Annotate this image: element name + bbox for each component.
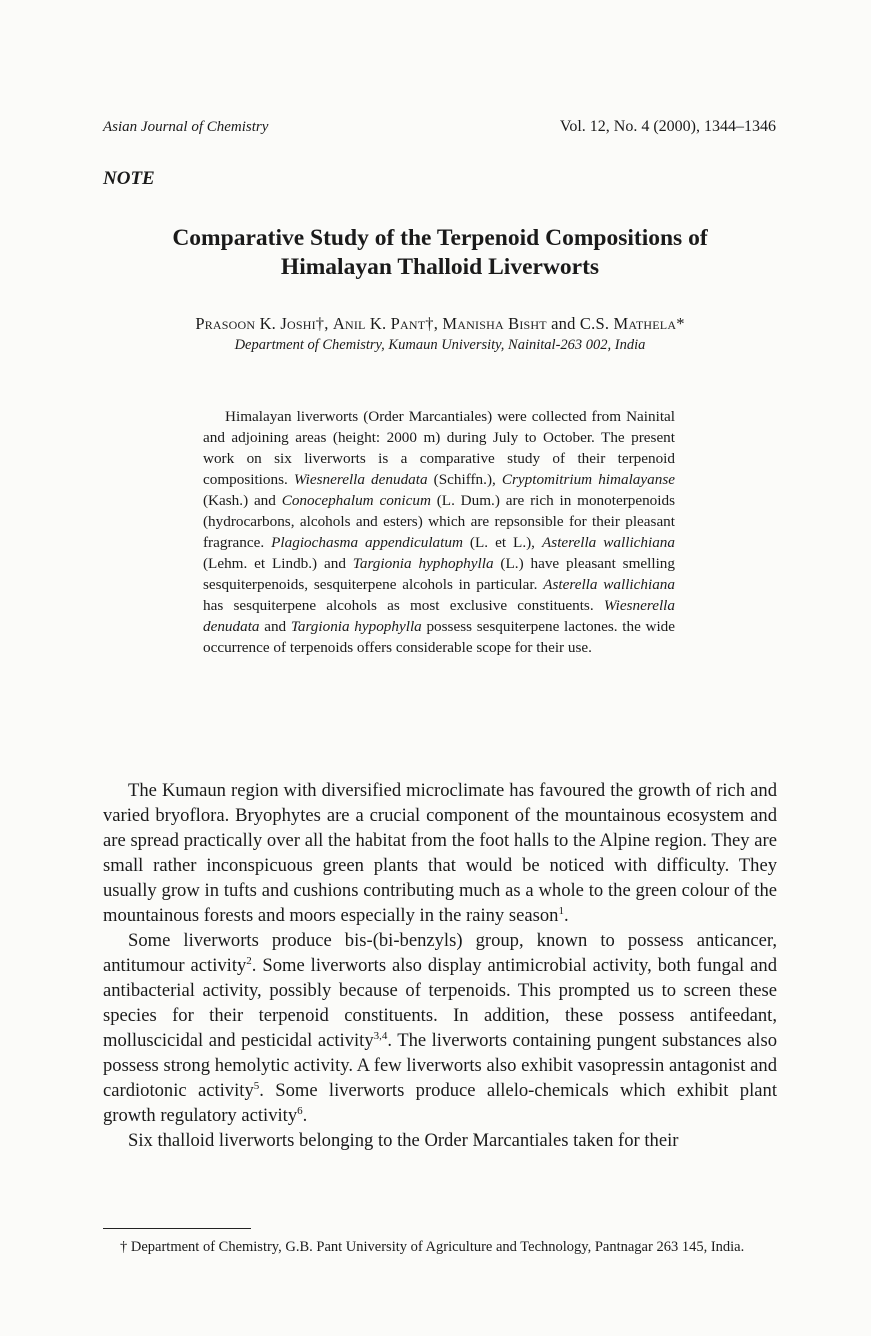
species-name: Asterella wallichiana xyxy=(542,534,675,551)
author-2: Anil K. Pant†, xyxy=(332,314,439,333)
citation-ref: 1 xyxy=(558,904,564,917)
species-name: Asterella wallichiana xyxy=(543,576,675,593)
author-list xyxy=(60,314,820,334)
author-conjunction: and xyxy=(551,314,576,333)
abstract xyxy=(203,406,675,658)
footnote-divider xyxy=(103,1228,251,1229)
title-line-2: Himalayan Thalloid Liverworts xyxy=(280,254,600,280)
species-name: Plagiochasma appendiculatum xyxy=(271,534,463,551)
author-4: C.S. Mathela* xyxy=(579,314,685,333)
body-paragraph-2: Some liverworts produce bis-(bi-benzyls) group, known to possess anticancer, antitumour activity$^2$. Some liverworts also display antimicrobial activity, both fungal and antibacterial activity, possibly because of terpenoids. This prompted us to screen these species for their terpenoid constituents. In addition, these possess antifeedant, molluscicidal and pesticidal activity$^{3,4}$. The liverworts containing pungent substances also possess strong hemolytic activity. A few liverworts also exhibit vasopressin antagonist and cardiotonic activity$^5$. Some liverworts produce allelo-chemicals which exhibit plant growth regulatory activity$^6$. xyxy=(103,930,778,1126)
title-line-1: Comparative Study of the Terpenoid Compositions of xyxy=(172,225,708,251)
author-1: Prasoon K. Joshi†, xyxy=(195,314,329,333)
author-3: Manisha Bisht xyxy=(442,314,547,333)
footnote xyxy=(103,1238,777,1257)
citation-ref: 6 xyxy=(297,1104,303,1117)
citation-ref: 3,4 xyxy=(373,1029,388,1042)
body-text xyxy=(103,778,777,1153)
species-name: Conocephalum conicum xyxy=(281,492,431,509)
citation-ref: 2 xyxy=(246,954,252,967)
volume-info: Vol. 12, No. 4 (2000), 1344–1346 xyxy=(559,118,776,135)
body-paragraph-3: Six thalloid liverworts belonging to the Order Marcantiales taken for their xyxy=(128,1130,679,1151)
abstract-text: Himalayan liverworts (Order Marcantiales) were collected from Nainital and adjoining areas (height: 2000 m) during July to October. The present work on six liverworts is a comparative study of their terpenoid compositions. Wiesnerella denudata (Schiffn.), Cryptomitrium himalayanse (Kash.) and Conocephalum conicum (L. Dum.) are rich in monoterpenoids (hydrocarbons, alcohols and esters) which are repsonsible for their pleasant fragrance. Plagiochasma appendiculatum (L. et L.), Asterella wallichiana (Lehm. et Lindb.) and Targionia hyphophylla (L.) have pleasant smelling sesquiterpenoids, sesquiterpene alcohols in particular. Asterella wallichiana has sesquiterpene alcohols as most exclusive constituents. Wiesnerella denudata and Targionia hypophylla possess sesquiterpene lactones. the wide occurrence of terpenoids offers considerable scope for their use. xyxy=(203,408,676,656)
body-paragraph-1: The Kumaun region with diversified microclimate has favoured the growth of rich and varied bryoflora. Bryophytes are a crucial component of the mountainous ecosystem and are spread practically over all the habitat from the foot halls to the Alpine region. They are small rather inconspicuous green plants that would be noticed with difficulty. They usually grow in tufts and cushions contributing much as a whole to the green colour of the mountainous forests and moors especially in the rainy season$^1$. xyxy=(103,780,777,926)
footnote-text: † Department of Chemistry, G.B. Pant University of Agriculture and Technology, Pantnagar 263 145, India. xyxy=(120,1239,745,1255)
affiliation: Department of Chemistry, Kumaun University, Nainital-263 002, India xyxy=(234,337,646,353)
section-label: NOTE xyxy=(103,168,155,189)
species-name: Targionia hyphophylla xyxy=(352,555,494,572)
journal-name: Asian Journal of Chemistry xyxy=(103,119,269,135)
paper-title xyxy=(100,224,780,282)
species-name: Wiesnerella denudata xyxy=(203,597,675,635)
species-name: Targionia hypophylla xyxy=(290,618,422,635)
species-name: Cryptomitrium himalayanse xyxy=(501,471,675,488)
species-name: Wiesnerella denudata xyxy=(293,471,428,488)
citation-ref: 5 xyxy=(253,1079,260,1092)
